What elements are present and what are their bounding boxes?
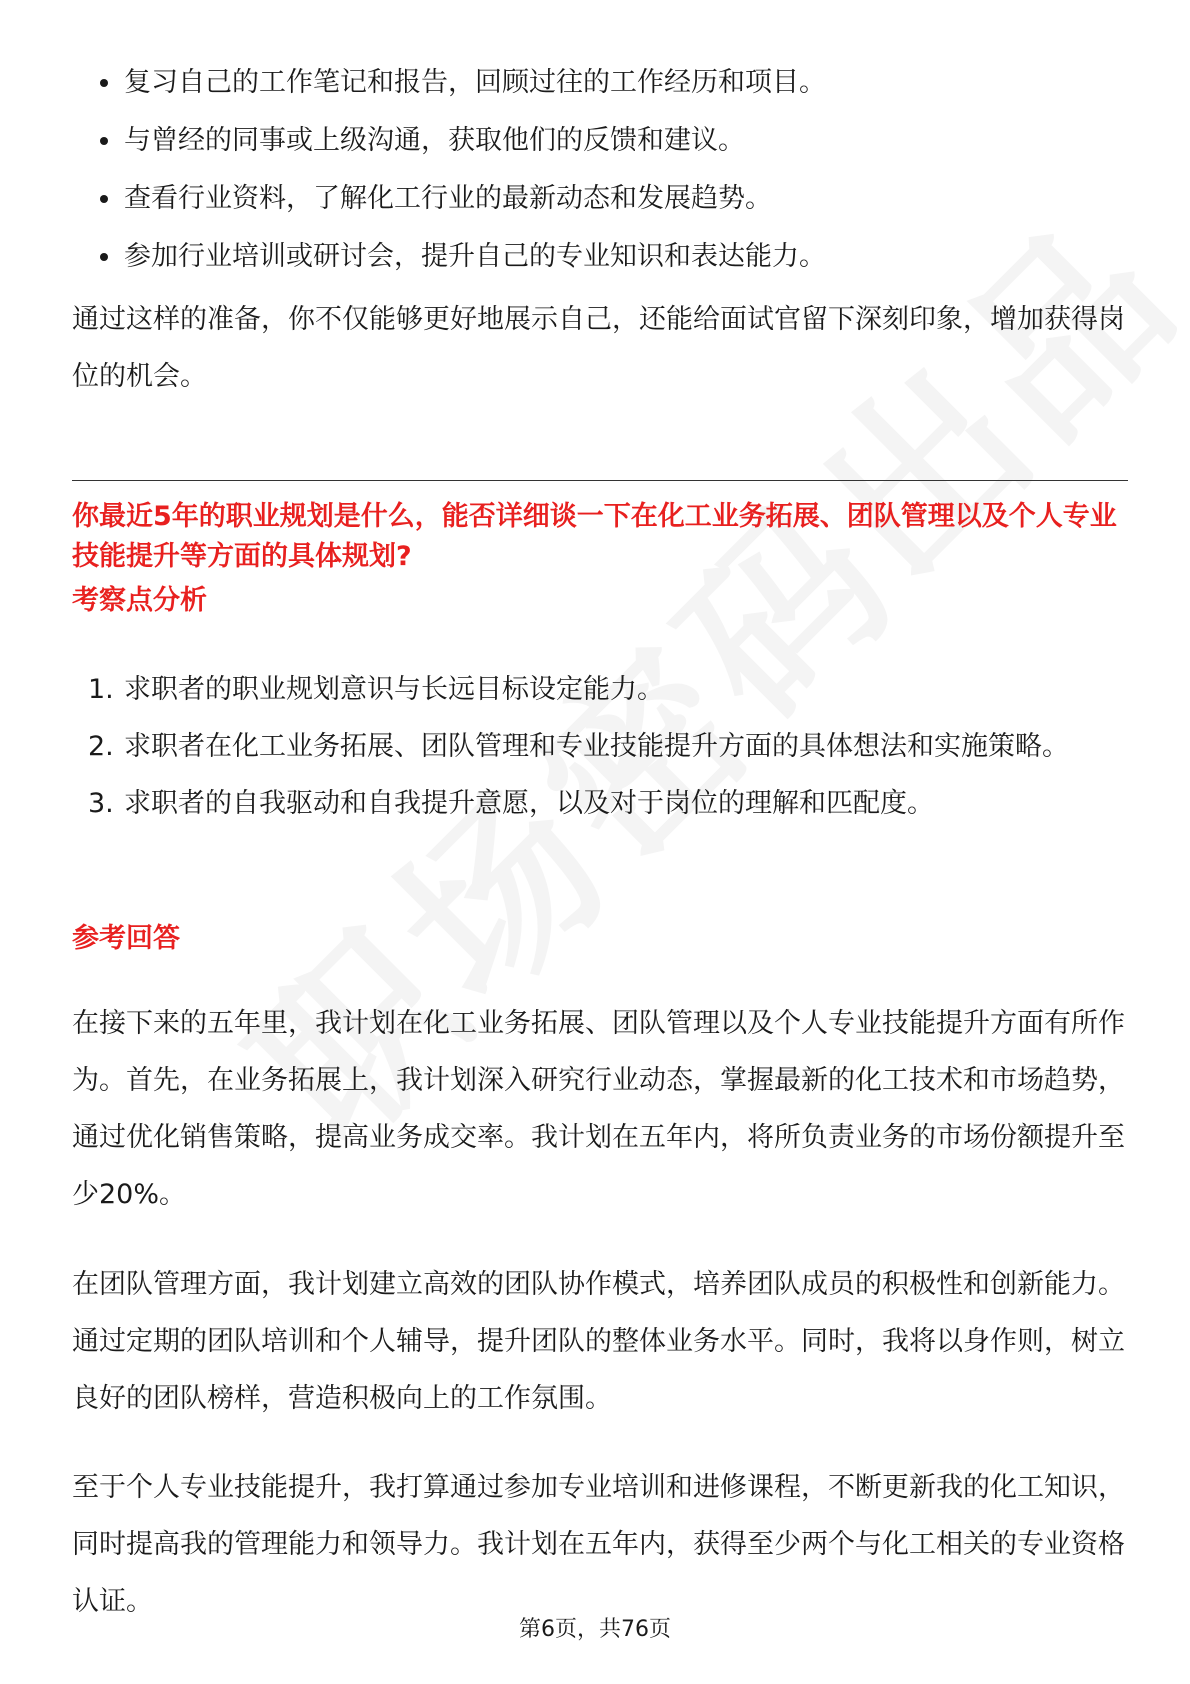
item-number: 3.	[88, 788, 114, 819]
analysis-item	[72, 775, 1132, 832]
answer-paragraph: 至于个人专业技能提升，我打算通过参加专业培训和进修课程，不断更新我的化工知识，同时提高我的管理能力和领导力。我计划在五年内，获得至少两个与化工相关的专业资格认证。	[72, 1472, 1125, 1617]
conclusion-paragraph: 通过这样的准备，你不仅能够更好地展示自己，还能给面试官留下深刻印象，增加获得岗位的机会。	[72, 304, 1125, 392]
item-text: 求职者在化工业务拓展、团队管理和专业技能提升方面的具体想法和实施策略。	[124, 731, 1069, 762]
answer-heading: 参考回答	[72, 923, 180, 954]
item-number: 1.	[88, 674, 114, 705]
answer-paragraph: 在团队管理方面，我计划建立高效的团队协作模式，培养团队成员的积极性和创新能力。通过定期的团队培训和个人辅导，提升团队的整体业务水平。同时，我将以身作则，树立良好的团队榜样，营造积极向上的工作氛围。	[72, 1269, 1125, 1414]
analysis-heading: 考察点分析	[72, 585, 207, 616]
item-number: 2.	[88, 731, 114, 762]
answer-paragraph: 在接下来的五年里，我计划在化工业务拓展、团队管理以及个人专业技能提升方面有所作为。首先，在业务拓展上，我计划深入研究行业动态，掌握最新的化工技术和市场趋势，通过优化销售策略，提高业务成交率。我计划在五年内，将所负责业务的市场份额提升至少20%。	[72, 1008, 1125, 1210]
item-text: 求职者的自我驱动和自我提升意愿，以及对于岗位的理解和匹配度。	[124, 788, 934, 819]
bullet-item: 复习自己的工作笔记和报告，回顾过往的工作经历和项目。	[72, 54, 1132, 112]
bullet-item: 参加行业培训或研讨会，提升自己的专业知识和表达能力。	[72, 228, 1132, 286]
item-text: 求职者的职业规划意识与长远目标设定能力。	[124, 674, 664, 705]
analysis-list	[72, 661, 1132, 832]
analysis-item	[72, 718, 1132, 775]
page-footer: 第6页，共76页	[519, 1617, 671, 1642]
interview-question: 你最近5年的职业规划是什么，能否详细谈一下在化工业务拓展、团队管理以及个人专业技能提升等方面的具体规划?	[72, 501, 1117, 572]
section-divider	[72, 480, 1128, 481]
preparation-bullet-list	[72, 54, 1132, 286]
analysis-item	[72, 661, 1132, 718]
bullet-item: 与曾经的同事或上级沟通，获取他们的反馈和建议。	[72, 112, 1132, 170]
bullet-item: 查看行业资料，了解化工行业的最新动态和发展趋势。	[72, 170, 1132, 228]
